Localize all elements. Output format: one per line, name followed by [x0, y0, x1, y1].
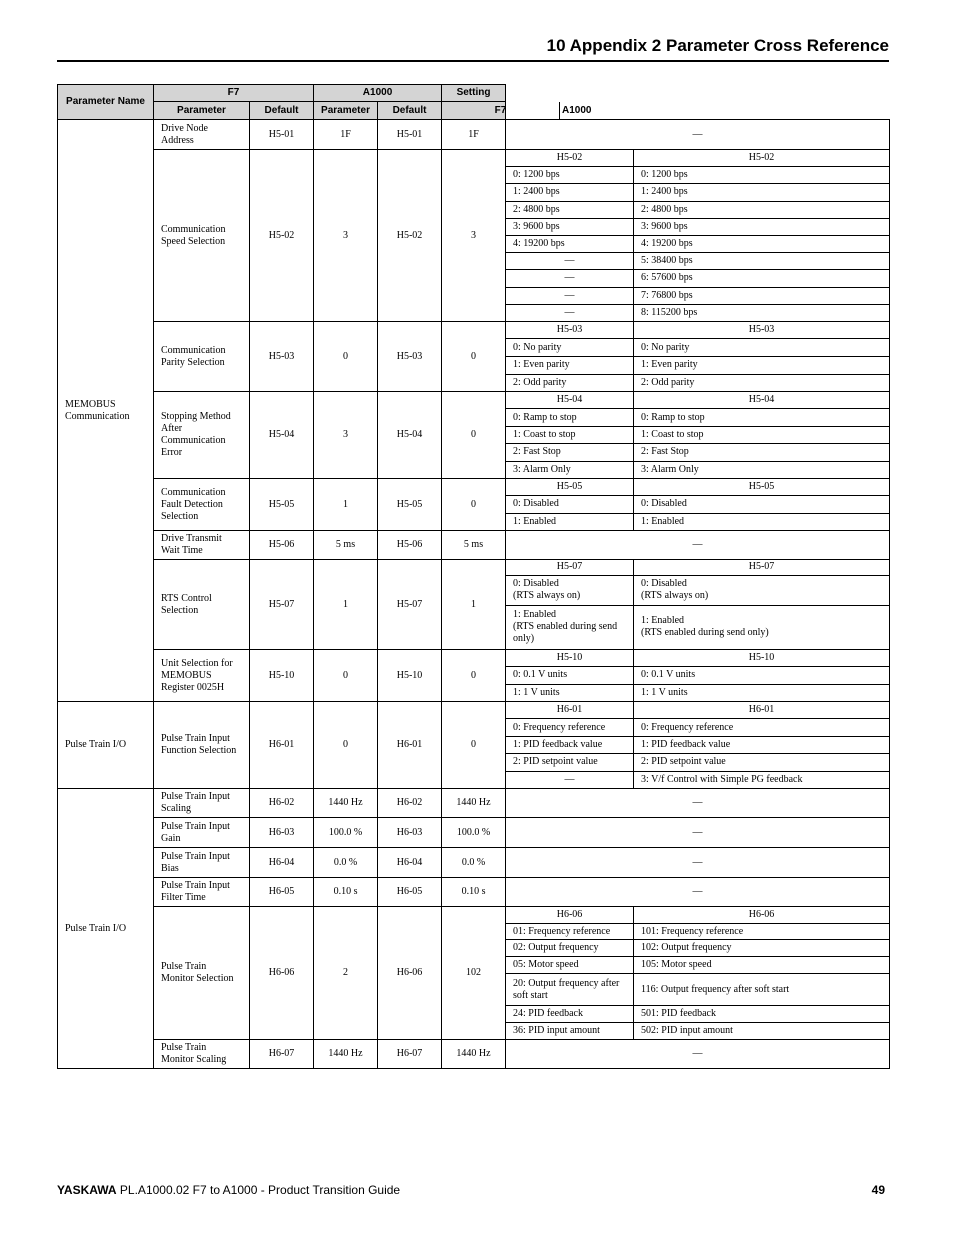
setting-row [506, 650, 889, 667]
f7-parameter: H6-02 [250, 789, 314, 818]
setting-subtable [506, 150, 889, 321]
parameter-name: Communication Parity Selection [154, 322, 250, 392]
setting-f7-parameter: H6-01 [506, 702, 634, 719]
setting-a1000-value: 0: 0.1 V units [634, 667, 890, 684]
setting-row [506, 957, 889, 974]
a1000-default: 0 [442, 479, 506, 531]
header-a1000-default: Default [378, 102, 442, 120]
a1000-default: 1440 Hz [442, 1040, 506, 1069]
parameter-name: Communication Speed Selection [154, 150, 250, 322]
setting-a1000-value: 0: 1200 bps [634, 167, 890, 184]
setting-row [506, 184, 889, 201]
setting-f7-value: 1: Coast to stop [506, 426, 634, 443]
setting-f7-value: 1: Enabled (RTS enabled during send only) [506, 605, 634, 649]
setting-a1000-value: 0: Frequency reference [634, 719, 890, 736]
setting-f7-value: 0: Disabled (RTS always on) [506, 575, 634, 605]
setting-a1000-value: 1: Coast to stop [634, 426, 890, 443]
setting-a1000-value: 105: Motor speed [634, 957, 890, 974]
parameter-name: Pulse Train Monitor Selection [154, 907, 250, 1040]
setting-f7-value: 2: Fast Stop [506, 444, 634, 461]
header-setting: Setting [442, 85, 506, 102]
setting-a1000-value: 1: PID feedback value [634, 736, 890, 753]
setting-a1000-value: 2: 4800 bps [634, 201, 890, 218]
a1000-parameter: H5-06 [378, 531, 442, 560]
setting-subtable [506, 322, 889, 391]
table-row [58, 878, 890, 907]
a1000-default: 102 [442, 907, 506, 1040]
f7-default: 5 ms [314, 531, 378, 560]
setting-f7-value: — [506, 287, 634, 304]
setting-a1000-value: 3: V/f Control with Simple PG feedback [641, 773, 803, 785]
header-f7-default: Default [250, 102, 314, 120]
a1000-parameter: H6-06 [378, 907, 442, 1040]
group-name: Pulse Train I/O [58, 789, 154, 1069]
f7-parameter: H6-04 [250, 848, 314, 878]
f7-parameter: H5-10 [250, 650, 314, 702]
setting-cell [506, 650, 890, 702]
f7-parameter: H5-06 [250, 531, 314, 560]
setting-row [506, 201, 889, 218]
setting-f7-parameter: H5-05 [506, 479, 634, 496]
setting-a1000-parameter: H5-03 [634, 322, 890, 339]
setting-a1000-value: 8: 115200 bps [641, 306, 698, 318]
setting-row [506, 235, 889, 252]
setting-a1000-parameter: H5-04 [634, 392, 890, 409]
setting-a1000-value: 102: Output frequency [634, 940, 890, 957]
setting-a1000-parameter: H6-06 [634, 907, 890, 923]
group-name: MEMOBUS Communication [58, 120, 154, 702]
setting-f7-value: 1: 1 V units [506, 684, 634, 701]
setting-f7-value: — [506, 771, 634, 788]
a1000-default: 0 [442, 650, 506, 702]
setting-row [506, 322, 889, 339]
setting-f7-parameter: H5-03 [506, 322, 634, 339]
a1000-parameter: H5-07 [378, 560, 442, 650]
setting-a1000-parameter: H5-02 [634, 150, 890, 167]
f7-parameter: H6-01 [250, 702, 314, 789]
setting-row [506, 702, 889, 719]
a1000-default: 0 [442, 322, 506, 392]
a1000-default: 0 [442, 702, 506, 789]
f7-default: 1 [314, 560, 378, 650]
setting-not-applicable: — [506, 818, 890, 848]
setting-a1000-value: 0: No parity [634, 339, 890, 357]
setting-row [506, 1006, 889, 1023]
a1000-parameter: H5-10 [378, 650, 442, 702]
setting-cell [506, 702, 890, 789]
f7-parameter: H5-07 [250, 560, 314, 650]
a1000-default: 1F [442, 120, 506, 150]
setting-not-applicable: — [506, 848, 890, 878]
setting-row [506, 409, 889, 426]
a1000-default: 100.0 % [442, 818, 506, 848]
setting-a1000-value: 1: 1 V units [641, 686, 688, 698]
f7-default: 2 [314, 907, 378, 1040]
setting-f7-value: 0: 1200 bps [506, 167, 634, 184]
setting-subtable [506, 479, 889, 530]
setting-row [506, 392, 889, 409]
parameter-name: Communication Fault Detection Selection [154, 479, 250, 531]
a1000-parameter: H5-04 [378, 392, 442, 479]
setting-row [506, 167, 889, 184]
a1000-parameter: H6-04 [378, 848, 442, 878]
parameter-name: Pulse Train Monitor Scaling [154, 1040, 250, 1069]
setting-cell [506, 479, 890, 531]
setting-f7-value: 1: 2400 bps [506, 184, 634, 201]
setting-row [506, 974, 889, 1006]
setting-not-applicable: — [506, 120, 890, 150]
parameter-name: Drive Node Address [154, 120, 250, 150]
table-row [58, 392, 890, 479]
setting-not-applicable: — [506, 878, 890, 907]
setting-row [506, 339, 889, 357]
footer-page-number: 49 [871, 1183, 885, 1197]
setting-subtable [506, 650, 889, 701]
header-rule [57, 60, 889, 62]
table-row [58, 560, 890, 650]
setting-a1000-value: 2: Odd parity [641, 376, 695, 388]
f7-default: 1440 Hz [314, 789, 378, 818]
setting-f7-value: 0: Frequency reference [506, 719, 634, 736]
parameter-name: Unit Selection for MEMOBUS Register 0025H [154, 650, 250, 702]
setting-a1000-value: 2: PID setpoint value [634, 754, 890, 771]
setting-row [506, 907, 889, 923]
setting-row [506, 719, 889, 736]
setting-a1000-value: 2: Fast Stop [634, 444, 890, 461]
setting-a1000-parameter: H5-05 [634, 479, 890, 496]
setting-a1000-value: 3: Alarm Only [641, 463, 699, 475]
setting-row [506, 560, 889, 575]
setting-f7-value: 1: Enabled [506, 513, 634, 530]
setting-row [506, 940, 889, 957]
table-row [58, 1040, 890, 1069]
setting-row [506, 736, 889, 753]
setting-f7-value: 0: No parity [506, 339, 634, 357]
setting-row [506, 496, 889, 513]
table-row [58, 120, 890, 150]
setting-cell [506, 907, 890, 1040]
setting-f7-value: — [506, 270, 634, 287]
f7-parameter: H5-05 [250, 479, 314, 531]
setting-row [506, 304, 889, 321]
footer-doc-title: PL.A1000.02 F7 to A1000 - Product Transition Guide [119, 1183, 401, 1197]
setting-subtable [506, 392, 889, 478]
f7-default: 1F [314, 120, 378, 150]
setting-subtable [506, 702, 889, 788]
parameter-name: Pulse Train Input Bias [154, 848, 250, 878]
setting-subtable [506, 907, 889, 1039]
header-a1000-parameter: Parameter [314, 102, 378, 120]
table-row [58, 150, 890, 322]
setting-a1000-parameter: H5-07 [634, 560, 890, 575]
a1000-parameter: H6-01 [378, 702, 442, 789]
setting-a1000-value: 6: 57600 bps [634, 270, 890, 287]
setting-f7-value: 0: 0.1 V units [506, 667, 634, 684]
setting-row [506, 444, 889, 461]
a1000-default: 3 [442, 150, 506, 322]
setting-f7-value: 01: Frequency reference [506, 923, 634, 940]
f7-default: 1440 Hz [314, 1040, 378, 1069]
table-row [58, 818, 890, 848]
setting-cell [506, 560, 890, 650]
page-footer [57, 1183, 885, 1197]
f7-parameter: H5-02 [250, 150, 314, 322]
parameter-name: Pulse Train Input Filter Time [154, 878, 250, 907]
table-row [58, 789, 890, 818]
f7-parameter: H6-03 [250, 818, 314, 848]
setting-row [506, 754, 889, 771]
setting-f7-value: 4: 19200 bps [506, 235, 634, 252]
setting-f7-value: 2: Odd parity [506, 374, 634, 391]
f7-default: 100.0 % [314, 818, 378, 848]
setting-a1000-value: 501: PID feedback [634, 1006, 890, 1023]
f7-default: 0.10 s [314, 878, 378, 907]
setting-row [506, 270, 889, 287]
setting-f7-value: 2: PID setpoint value [506, 754, 634, 771]
setting-a1000-value: 0: Disabled (RTS always on) [634, 575, 890, 605]
parameter-cross-reference-table [57, 84, 890, 1069]
setting-row [506, 1023, 889, 1039]
setting-a1000-value: 1: Enabled [641, 515, 685, 527]
parameter-name: Pulse Train Input Scaling [154, 789, 250, 818]
setting-f7-value: 20: Output frequency after soft start [506, 974, 634, 1006]
setting-f7-parameter: H5-10 [506, 650, 634, 667]
setting-f7-value: 36: PID input amount [506, 1023, 634, 1039]
a1000-parameter: H5-02 [378, 150, 442, 322]
table-row [58, 702, 890, 789]
setting-a1000-value: 1: Enabled (RTS enabled during send only) [641, 615, 769, 639]
setting-row [506, 253, 889, 270]
a1000-default: 1 [442, 560, 506, 650]
setting-a1000-parameter: H5-10 [634, 650, 890, 667]
parameter-name: RTS Control Selection [154, 560, 250, 650]
setting-a1000-value: 1: 2400 bps [634, 184, 890, 201]
setting-f7-value: 3: Alarm Only [506, 461, 634, 478]
f7-default: 1 [314, 479, 378, 531]
f7-parameter: H6-07 [250, 1040, 314, 1069]
setting-row [506, 426, 889, 443]
table-row [58, 531, 890, 560]
f7-default: 3 [314, 392, 378, 479]
setting-row [506, 771, 889, 788]
setting-a1000-value: 0: Ramp to stop [634, 409, 890, 426]
table-row [58, 848, 890, 878]
setting-a1000-value: 7: 76800 bps [634, 287, 890, 304]
setting-f7-parameter: H6-06 [506, 907, 634, 923]
setting-row [506, 150, 889, 167]
f7-parameter: H5-03 [250, 322, 314, 392]
setting-cell [506, 150, 890, 322]
setting-f7-parameter: H5-02 [506, 150, 634, 167]
a1000-default: 0.10 s [442, 878, 506, 907]
table-row [58, 650, 890, 702]
a1000-default: 1440 Hz [442, 789, 506, 818]
setting-a1000-value: 3: 9600 bps [634, 218, 890, 235]
table-body [58, 120, 890, 1069]
table-row [58, 322, 890, 392]
f7-parameter: H6-05 [250, 878, 314, 907]
setting-row [506, 923, 889, 940]
header-parameter-name: Parameter Name [58, 85, 154, 120]
setting-a1000-value: 116: Output frequency after soft start [634, 974, 890, 1006]
header-f7-parameter: Parameter [154, 102, 250, 120]
a1000-default: 5 ms [442, 531, 506, 560]
parameter-name: Pulse Train Input Gain [154, 818, 250, 848]
setting-row [506, 218, 889, 235]
parameter-name: Pulse Train Input Function Selection [154, 702, 250, 789]
table-row [58, 907, 890, 1040]
f7-default: 0 [314, 702, 378, 789]
setting-row [506, 605, 889, 649]
setting-a1000-value: 4: 19200 bps [634, 235, 890, 252]
setting-f7-value: 1: PID feedback value [506, 736, 634, 753]
a1000-parameter: H6-03 [378, 818, 442, 848]
setting-row [506, 356, 889, 374]
a1000-default: 0.0 % [442, 848, 506, 878]
f7-default: 0 [314, 322, 378, 392]
setting-f7-value: 02: Output frequency [506, 940, 634, 957]
group-name: Pulse Train I/O [58, 702, 154, 789]
setting-f7-value: 05: Motor speed [506, 957, 634, 974]
setting-a1000-value: 101: Frequency reference [634, 923, 890, 940]
a1000-parameter: H5-05 [378, 479, 442, 531]
header-a1000: A1000 [314, 85, 442, 102]
setting-f7-value: 0: Ramp to stop [506, 409, 634, 426]
setting-cell [506, 322, 890, 392]
setting-a1000-value: 502: PID input amount [641, 1025, 733, 1037]
setting-cell [506, 392, 890, 479]
f7-parameter: H5-04 [250, 392, 314, 479]
setting-row [506, 575, 889, 605]
table-row [58, 479, 890, 531]
header-f7: F7 [154, 85, 314, 102]
setting-row [506, 374, 889, 391]
f7-parameter: H5-01 [250, 120, 314, 150]
setting-row [506, 461, 889, 478]
setting-f7-value: — [506, 304, 634, 321]
setting-a1000-parameter: H6-01 [634, 702, 890, 719]
setting-f7-value: 2: 4800 bps [506, 201, 634, 218]
f7-default: 3 [314, 150, 378, 322]
f7-default: 0 [314, 650, 378, 702]
setting-a1000-value: 0: Disabled [634, 496, 890, 513]
setting-row [506, 667, 889, 684]
setting-a1000-value: 1: Even parity [634, 356, 890, 374]
footer-brand: YASKAWA [57, 1183, 117, 1197]
setting-row [506, 479, 889, 496]
setting-f7-value: — [506, 253, 634, 270]
setting-f7-value: 0: Disabled [506, 496, 634, 513]
header-setting-f7: F7 [442, 102, 560, 119]
setting-row [506, 684, 889, 701]
setting-f7-value: 1: Even parity [506, 356, 634, 374]
a1000-default: 0 [442, 392, 506, 479]
setting-not-applicable: — [506, 1040, 890, 1069]
setting-row [506, 287, 889, 304]
a1000-parameter: H6-02 [378, 789, 442, 818]
a1000-parameter: H5-03 [378, 322, 442, 392]
setting-row [506, 513, 889, 530]
setting-f7-parameter: H5-04 [506, 392, 634, 409]
a1000-parameter: H6-07 [378, 1040, 442, 1069]
f7-parameter: H6-06 [250, 907, 314, 1040]
parameter-name: Drive Transmit Wait Time [154, 531, 250, 560]
setting-not-applicable: — [506, 531, 890, 560]
setting-a1000-value: 5: 38400 bps [634, 253, 890, 270]
page-header-title: 10 Appendix 2 Parameter Cross Reference [546, 36, 889, 55]
setting-f7-value: 24: PID feedback [506, 1006, 634, 1023]
setting-subtable [506, 560, 889, 649]
setting-f7-value: 3: 9600 bps [506, 218, 634, 235]
a1000-parameter: H6-05 [378, 878, 442, 907]
setting-f7-parameter: H5-07 [506, 560, 634, 575]
f7-default: 0.0 % [314, 848, 378, 878]
header-setting-sub: F7 A1000 [442, 102, 506, 120]
a1000-parameter: H5-01 [378, 120, 442, 150]
setting-not-applicable: — [506, 789, 890, 818]
parameter-name: Stopping Method After Communication Error [154, 392, 250, 479]
